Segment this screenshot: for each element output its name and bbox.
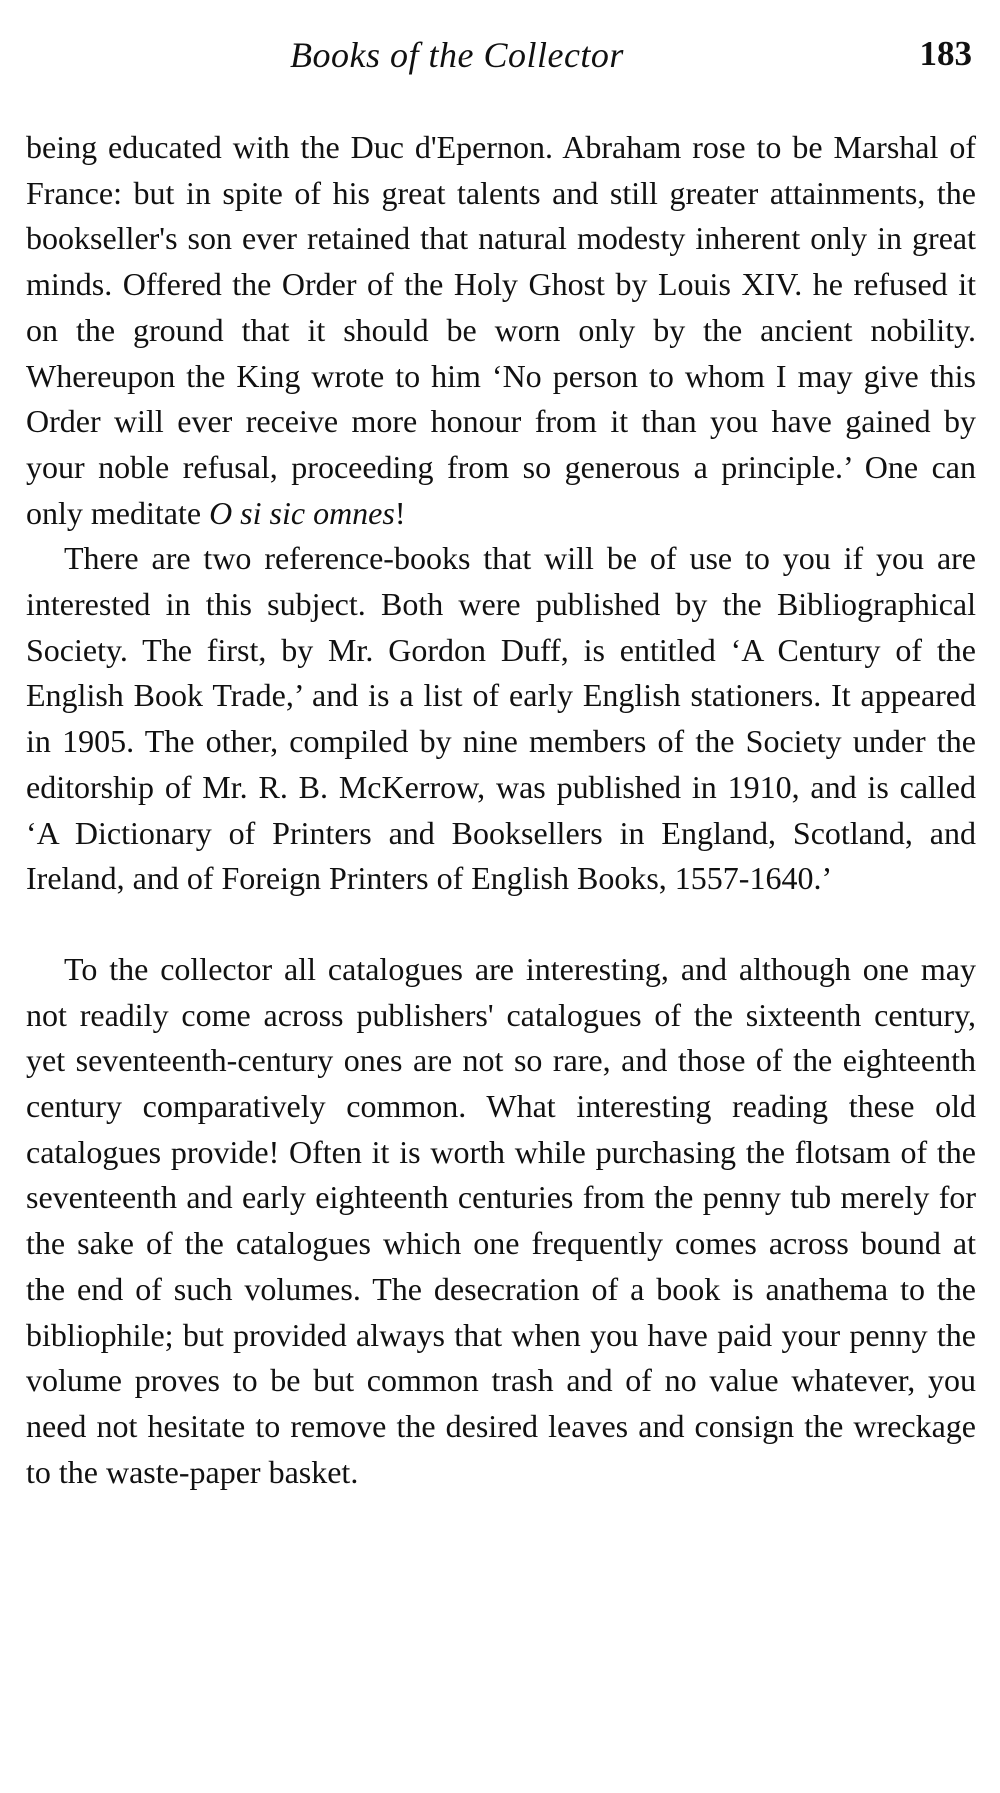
running-head-title: Books of the Collector	[290, 35, 624, 75]
paragraph-1-text: being educated with the Duc d'Epernon. Abraham rose to be Marshal of France: but in spite of his great talents and still greater attainments, the bookseller's son ever retained that natural modesty inherent only in great minds. Offered the Order of the Holy Ghost by Louis XIV. he refused it on the ground that it should be worn only by the ancient nobility. Whereupon the King wrote to him ‘No person to whom I may give this Order will ever receive more honour from it than you have gained by your noble refusal, proceeding from so generous a principle.’ One can only meditate	[26, 129, 976, 531]
body-text	[26, 125, 976, 1495]
paragraph-3: To the collector all catalogues are interesting, and although one may not readily come across publishers' catalogues of the sixteenth century, yet seventeenth-century ones are not so rare, and those of the eighteenth century comparatively common. What interesting reading these old catalogues provide! Often it is worth while purchasing the flotsam of the seventeenth and early eighteenth centuries from the penny tub merely for the sake of the catalogues which one frequently comes across bound at the end of such volumes. The desecration of a book is anathema to the bibliophile; but provided always that when you have paid your penny the volume proves to be but common trash and of no value whatever, you need not hesitate to remove the desired leaves and consign the wreckage to the waste-paper basket.	[26, 950, 976, 1490]
page-number: 183	[919, 34, 972, 73]
paragraph-1	[26, 125, 976, 536]
running-head	[0, 34, 1000, 84]
paragraph-1-end: !	[394, 494, 406, 531]
latin-phrase: O si sic omnes	[209, 494, 395, 531]
paragraph-2: There are two reference-books that will be of use to you if you are interested in this subject. Both were published by the Bibliographical Society. The first, by Mr. Gordon Duff, is entitled ‘A Century of the English Book Trade,’ and is a list of early English stationers. It appeared in 1905. The other, compiled by nine members of the Society under the editorship of Mr. R. B. McKerrow, was published in 1910, and is called ‘A Dictionary of Printers and Booksellers in England, Scotland, and Ireland, and of Foreign Printers of English Books, 1557-1640.’	[26, 540, 976, 897]
